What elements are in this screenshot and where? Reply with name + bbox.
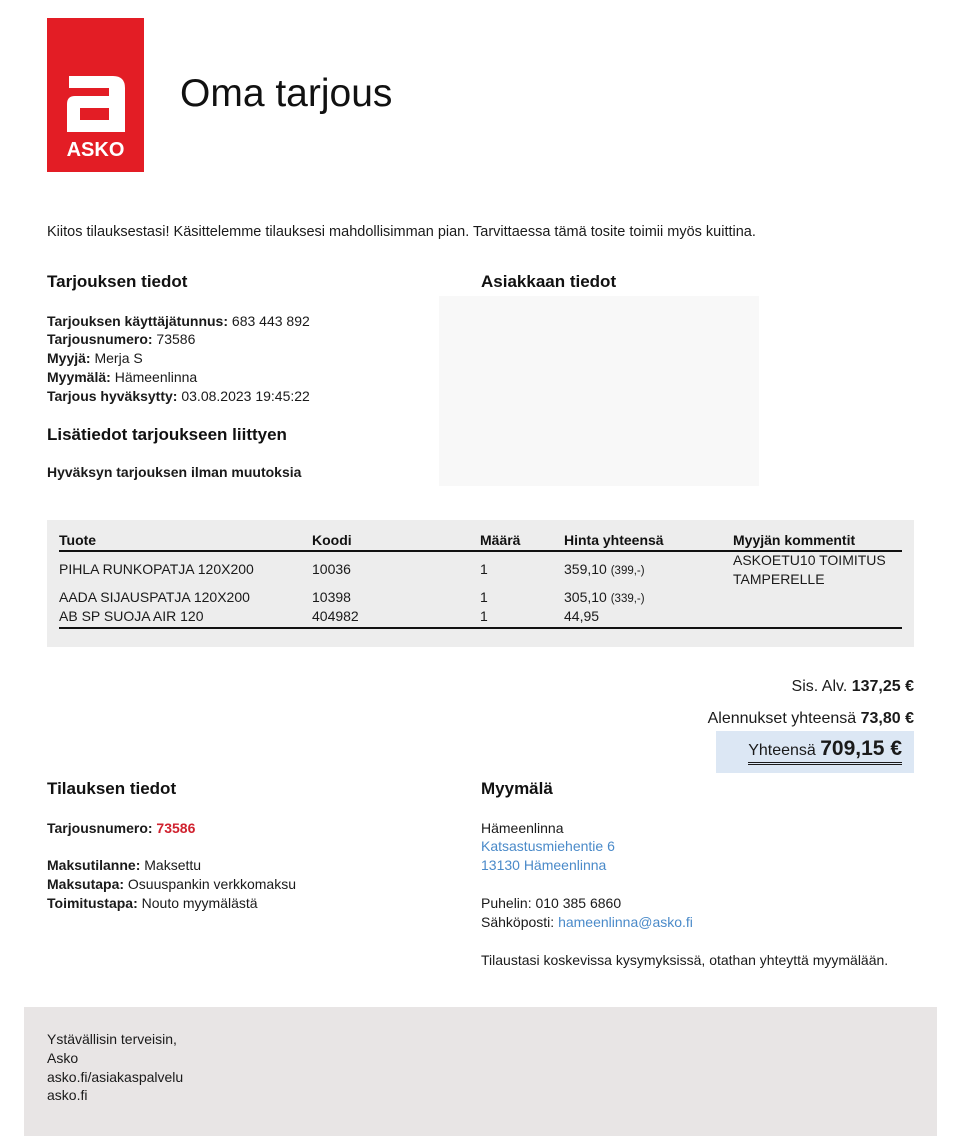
store-contact-note: Tilaustasi koskevissa kysymyksissä, otathan yhteyttä myymälään.: [481, 952, 889, 968]
offer-heading: Tarjouksen tiedot: [47, 272, 188, 291]
cell-code: 10036: [312, 561, 351, 577]
payment-method: Maksutapa: Osuuspankin verkkomaksu: [47, 876, 296, 892]
cell-price: 359,10 (399,-): [564, 561, 645, 577]
asko-logo: [47, 18, 144, 172]
cell-price: 305,10 (339,-): [564, 589, 645, 605]
store-street-link[interactable]: Katsastusmiehentie 6: [481, 838, 615, 854]
cell-quantity: 1: [480, 561, 488, 577]
intro-text: Kiitos tilauksestasi! Käsittelemme tilauksesi mahdollisimman pian. Tarvittaessa tämä tosite toimii myös kuittina.: [47, 224, 756, 240]
store-heading: Myymälä: [481, 779, 553, 798]
footer-service-link[interactable]: asko.fi/asiakaspalvelu: [47, 1069, 184, 1085]
discount-summary: Alennukset yhteensä 73,80 €: [707, 710, 914, 727]
table-bottom-divider: [59, 627, 902, 629]
footer-site-link[interactable]: asko.fi: [47, 1087, 88, 1103]
store-email: Sähköposti: hameenlinna@asko.fi: [481, 914, 693, 930]
total-box: [716, 731, 914, 773]
svg-text:ASKO: ASKO: [66, 139, 125, 161]
cell-comment-line2: TAMPERELLE: [733, 571, 825, 587]
order-heading: Tilauksen tiedot: [47, 779, 177, 798]
store-city-link[interactable]: 13130 Hämeenlinna: [481, 857, 607, 873]
cell-code: 10398: [312, 589, 351, 605]
order-number: Tarjousnumero: 73586: [47, 820, 196, 836]
cell-comment-line1: ASKOETU10 TOIMITUS: [733, 552, 886, 568]
delivery-method: Toimitustapa: Nouto myymälästä: [47, 895, 258, 911]
offer-user-id: Tarjouksen käyttäjätunnus: 683 443 892: [47, 313, 310, 329]
cell-quantity: 1: [480, 589, 488, 605]
extra-info-heading: Lisätiedot tarjoukseen liittyen: [47, 425, 287, 444]
cell-product: PIHLA RUNKOPATJA 120X200: [59, 561, 254, 577]
asko-logo-mark: [47, 18, 144, 172]
customer-info-box: [439, 296, 759, 486]
cell-code: 404982: [312, 608, 359, 624]
store-name: Hämeenlinna: [481, 820, 564, 836]
customer-heading: Asiakkaan tiedot: [481, 272, 617, 291]
offer-number: Tarjousnumero: 73586: [47, 331, 196, 347]
footer-greeting: Ystävällisin terveisin,: [47, 1031, 177, 1047]
product-table: [47, 520, 914, 647]
col-header-comments: Myyjän kommentit: [733, 532, 856, 548]
col-header-quantity: Määrä: [480, 532, 521, 548]
cell-quantity: 1: [480, 608, 488, 624]
offer-store: Myymälä: Hämeenlinna: [47, 369, 198, 385]
payment-status: Maksutilanne: Maksettu: [47, 857, 202, 873]
extra-info-text: Hyväksyn tarjouksen ilman muutoksia: [47, 464, 302, 480]
cell-price: 44,95: [564, 608, 600, 624]
store-email-link[interactable]: hameenlinna@asko.fi: [558, 914, 693, 930]
cell-product: AADA SIJAUSPATJA 120X200: [59, 589, 250, 605]
col-header-code: Koodi: [312, 532, 352, 548]
vat-summary: Sis. Alv. 137,25 €: [791, 678, 914, 695]
col-header-product: Tuote: [59, 532, 97, 548]
col-header-price: Hinta yhteensä: [564, 532, 664, 548]
page-title: Oma tarjous: [180, 72, 393, 115]
total-amount: Yhteensä 709,15 €: [748, 737, 902, 765]
offer-seller: Myyjä: Merja S: [47, 350, 143, 366]
store-phone: Puhelin: 010 385 6860: [481, 895, 622, 911]
footer-sender: Asko: [47, 1050, 79, 1066]
cell-product: AB SP SUOJA AIR 120: [59, 608, 204, 624]
footer: [24, 1007, 937, 1136]
offer-accepted: Tarjous hyväksytty: 03.08.2023 19:45:22: [47, 388, 310, 404]
